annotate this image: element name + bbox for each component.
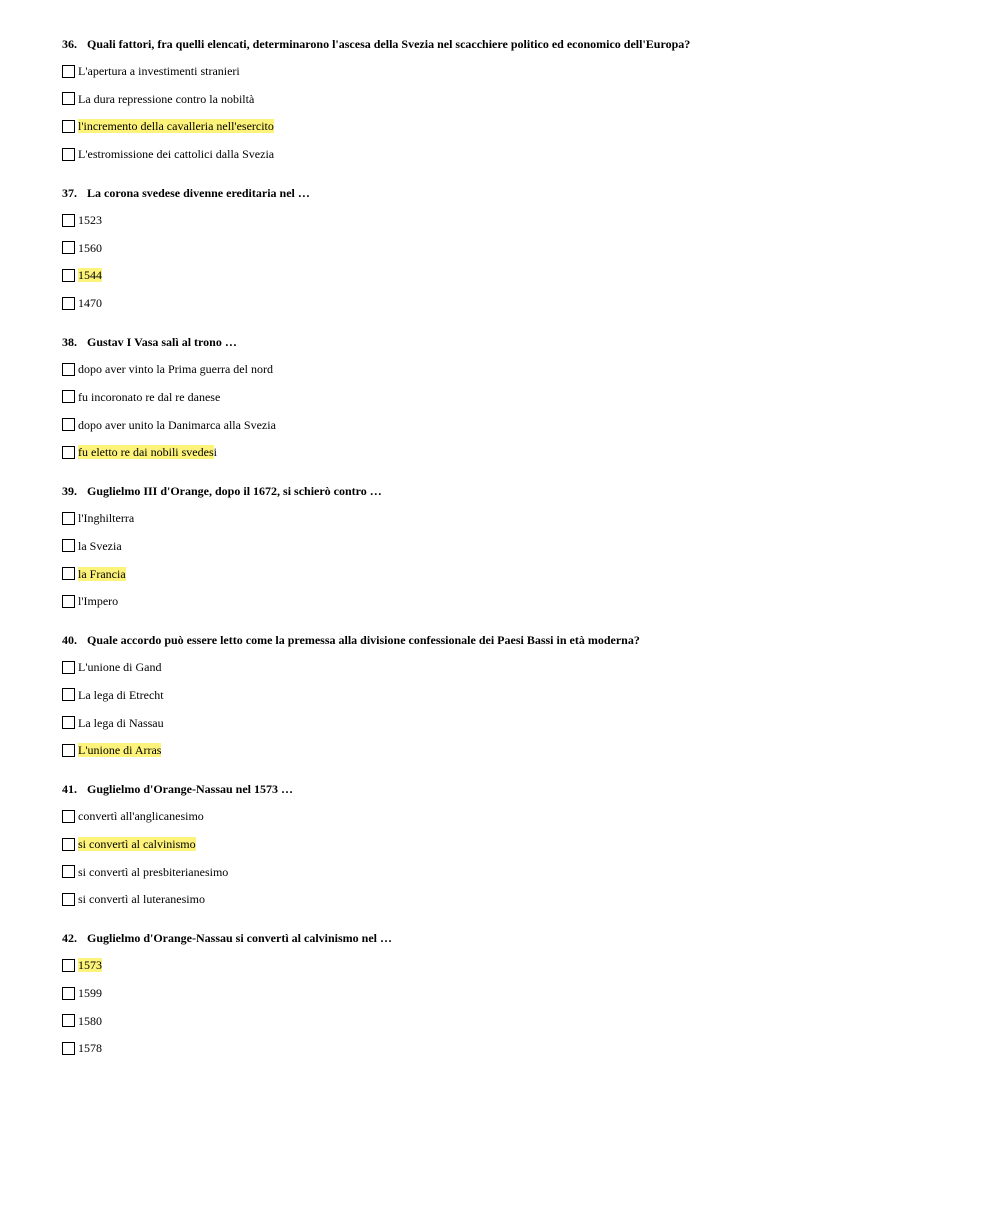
answer-highlight: L'unione di Arras (78, 743, 162, 758)
answer-label (78, 566, 126, 582)
question-block (62, 185, 962, 312)
answer-option (62, 62, 962, 80)
question-block (62, 781, 962, 908)
answer-checkbox[interactable] (62, 744, 75, 757)
answer-highlight: l'incremento della cavalleria nell'esercito (78, 119, 274, 134)
question-number: 41. (62, 782, 77, 797)
quiz-container (62, 36, 962, 1079)
question-text: Quale accordo può essere letto come la premessa alla divisione confessionale dei Paesi Bassi in età moderna? (87, 633, 640, 648)
answer-checkbox[interactable] (62, 148, 75, 161)
answer-option (62, 90, 962, 108)
answer-option (62, 1012, 962, 1030)
answer-option (62, 294, 962, 312)
answer-option (62, 443, 962, 461)
answer-label (78, 957, 102, 973)
answer-highlight: 1544 (78, 268, 102, 283)
answer-option (62, 117, 962, 135)
answer-label: convertì all'anglicanesimo (78, 809, 204, 824)
answer-option (62, 565, 962, 583)
answer-option (62, 835, 962, 853)
answer-label: la Svezia (78, 538, 122, 553)
question-block (62, 930, 962, 1057)
answer-label-rest: i (213, 445, 217, 460)
answer-label: 1578 (78, 1041, 102, 1056)
question-number: 36. (62, 37, 77, 51)
answer-label (78, 742, 161, 758)
answer-option (62, 686, 962, 704)
answer-checkbox[interactable] (62, 987, 75, 1000)
question-number: 42. (62, 931, 77, 946)
answer-label: fu incoronato re dal re danese (78, 389, 221, 404)
question-text: Quali fattori, fra quelli elencati, determinarono l'ascesa della Svezia nel scacchiere politico ed economico dell'Europa? (87, 37, 691, 51)
answer-label: 1599 (78, 986, 102, 1001)
answer-option (62, 239, 962, 257)
question-title (62, 632, 962, 648)
answer-option (62, 388, 962, 406)
answer-option (62, 714, 962, 732)
answer-label: 1560 (78, 240, 102, 255)
answer-option (62, 890, 962, 908)
answer-checkbox[interactable] (62, 297, 75, 310)
answer-checkbox[interactable] (62, 1042, 75, 1055)
answer-label (78, 444, 217, 460)
question-text: Gustav I Vasa salì al trono … (87, 335, 237, 350)
answer-option (62, 741, 962, 759)
answer-label: L'apertura a investimenti stranieri (78, 64, 240, 78)
question-title (62, 185, 962, 201)
answer-checkbox[interactable] (62, 595, 75, 608)
answer-option (62, 984, 962, 1002)
answer-label: dopo aver unito la Danimarca alla Svezia (78, 417, 276, 432)
answer-checkbox[interactable] (62, 269, 75, 282)
question-text: Guglielmo d'Orange-Nassau si convertì al calvinismo nel … (87, 931, 392, 946)
answer-option (62, 592, 962, 610)
answer-option (62, 863, 962, 881)
answer-label: L'estromissione dei cattolici dalla Svezia (78, 147, 275, 162)
question-block (62, 632, 962, 759)
answer-checkbox[interactable] (62, 446, 75, 459)
answer-highlight: 1573 (78, 958, 102, 973)
answer-option (62, 537, 962, 555)
answer-option (62, 211, 962, 229)
answer-checkbox[interactable] (62, 810, 75, 823)
answer-label: 1580 (78, 1013, 102, 1028)
question-number: 39. (62, 484, 77, 499)
answer-checkbox[interactable] (62, 390, 75, 403)
answer-label (78, 836, 196, 852)
answer-option (62, 145, 962, 163)
answer-checkbox[interactable] (62, 661, 75, 674)
answer-checkbox[interactable] (62, 567, 75, 580)
answer-label: si convertì al presbiterianesimo (78, 864, 229, 879)
question-block (62, 36, 962, 163)
answer-label: si convertì al luteranesimo (78, 892, 205, 907)
answer-option (62, 266, 962, 284)
answer-option (62, 509, 962, 527)
answer-checkbox[interactable] (62, 512, 75, 525)
answer-label: l'Impero (78, 594, 119, 609)
answer-checkbox[interactable] (62, 1014, 75, 1027)
answer-checkbox[interactable] (62, 120, 75, 133)
answer-highlight: si convertì al calvinismo (78, 837, 196, 851)
answer-option (62, 807, 962, 825)
answer-label: l'Inghilterra (78, 511, 135, 526)
answer-option (62, 360, 962, 378)
answer-option (62, 1039, 962, 1057)
answer-label (78, 267, 102, 283)
answer-option (62, 956, 962, 974)
answer-checkbox[interactable] (62, 688, 75, 701)
question-title (62, 36, 962, 52)
answer-label: dopo aver vinto la Prima guerra del nord (78, 362, 273, 377)
question-block (62, 334, 962, 461)
question-block (62, 483, 962, 610)
question-title (62, 930, 962, 946)
answer-checkbox[interactable] (62, 865, 75, 878)
answer-checkbox[interactable] (62, 241, 75, 254)
answer-checkbox[interactable] (62, 893, 75, 906)
answer-checkbox[interactable] (62, 959, 75, 972)
answer-checkbox[interactable] (62, 92, 75, 105)
question-title (62, 483, 962, 499)
question-number: 40. (62, 633, 77, 648)
answer-highlight: la Francia (78, 566, 126, 581)
question-title (62, 334, 962, 350)
question-title (62, 781, 962, 797)
question-number: 38. (62, 335, 77, 350)
answer-label: La dura repressione contro la nobiltà (78, 91, 255, 106)
answer-checkbox[interactable] (62, 418, 75, 431)
answer-checkbox[interactable] (62, 838, 75, 851)
answer-checkbox[interactable] (62, 65, 75, 78)
question-number: 37. (62, 186, 77, 201)
answer-label (78, 118, 274, 134)
answer-label: La lega di Nassau (78, 715, 164, 730)
question-text: La corona svedese divenne ereditaria nel … (87, 186, 310, 201)
answer-label: L'unione di Gand (78, 660, 162, 675)
answer-checkbox[interactable] (62, 539, 75, 552)
question-text: Guglielmo d'Orange-Nassau nel 1573 … (87, 782, 294, 797)
question-text: Guglielmo III d'Orange, dopo il 1672, si schierò contro … (87, 484, 382, 499)
answer-checkbox[interactable] (62, 214, 75, 227)
answer-option (62, 416, 962, 434)
answer-checkbox[interactable] (62, 363, 75, 376)
answer-option (62, 658, 962, 676)
answer-label: La lega di Etrecht (78, 687, 164, 702)
answer-highlight: fu eletto re dai nobili svedes (78, 445, 214, 460)
answer-label: 1470 (78, 296, 102, 311)
answer-checkbox[interactable] (62, 716, 75, 729)
answer-label: 1523 (78, 213, 102, 228)
